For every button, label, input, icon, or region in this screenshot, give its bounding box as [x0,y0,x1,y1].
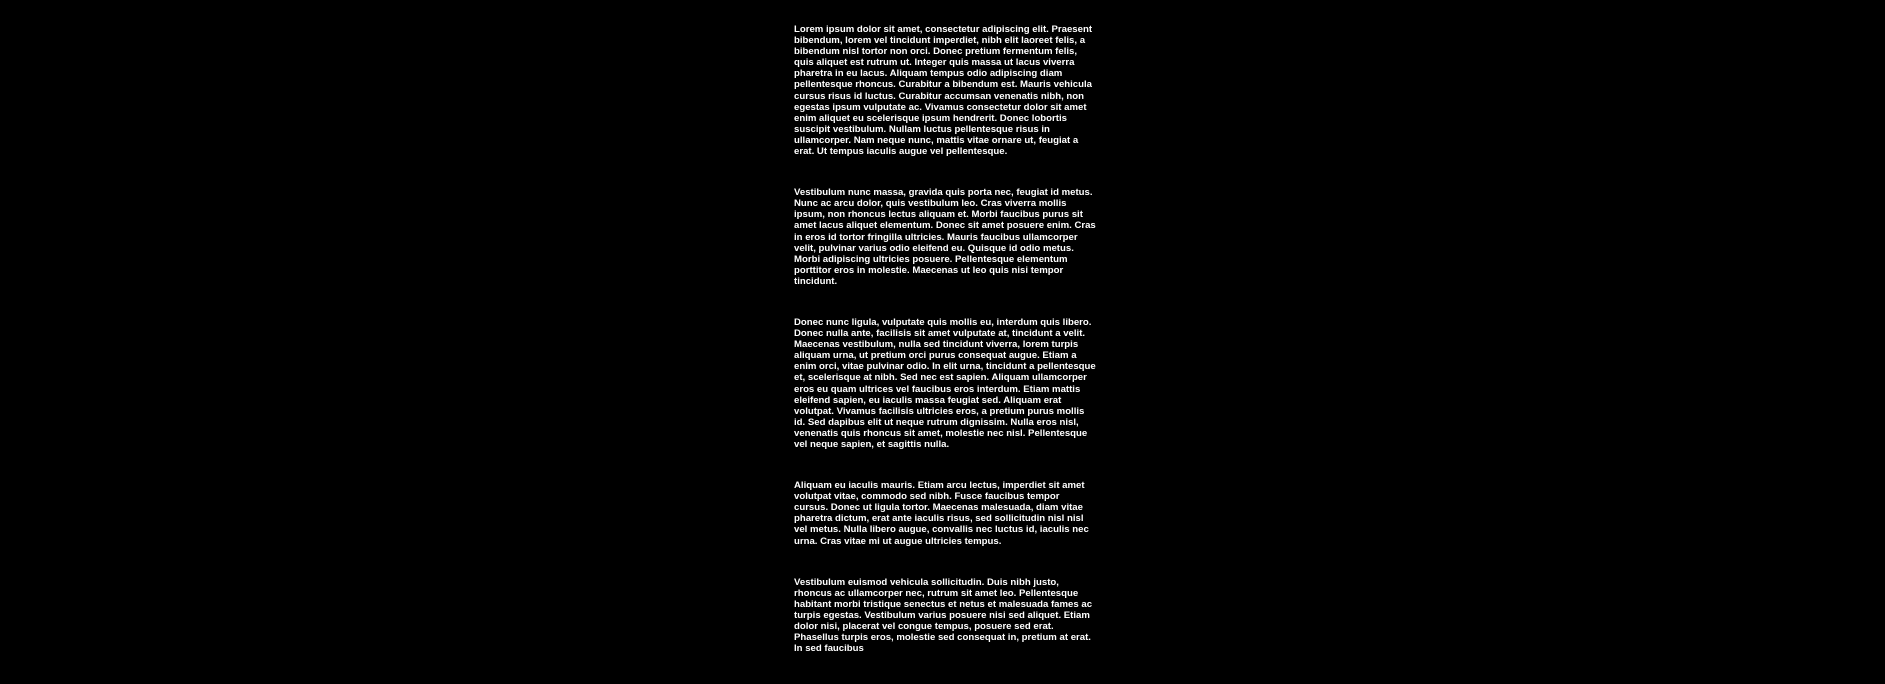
paragraph-3: Donec nunc ligula, vulputate quis mollis eu, interdum quis libero. Donec nulla ante, facilisis sit amet vulputate at, tincidunt a velit. Maecenas vestibulum, nulla sed tincidunt viverra, lorem turpis aliquam urna, ut pretium orci purus consequat augue. Etiam a enim orci, vitae pulvinar odio. In elit urna, tincidunt a pellentesque et, scelerisque at nibh. Sed nec est sapien. Aliquam ullamcorper eros eu quam ultrices vel faucibus eros interdum. Etiam mattis eleifend sapien, eu iaculis massa feugiat sed. Aliquam erat volutpat. Vivamus facilisis ultricies eros, a pretium purus mollis id. Sed dapibus elit ut neque rutrum dignissim. Nulla eros nisl, venenatis quis rhoncus sit amet, molestie nec nisl. Pellentesque vel neque sapien, et sagittis nulla. [794,316,1096,450]
text-column [794,24,1096,684]
paragraph-5: Vestibulum euismod vehicula sollicitudin. Duis nibh justo, rhoncus ac ullamcorper nec, rutrum sit amet leo. Pellentesque habitant morbi tristique senectus et netus et malesuada fames ac turpis egestas. Vestibulum varius posuere nisi sed aliquet. Etiam dolor nisi, placerat vel congue tempus, posuere sed erat. Phasellus turpis eros, molestie sed consequat in, pretium at erat. In sed faucibus [794,576,1093,655]
paragraph-1: Lorem ipsum dolor sit amet, consectetur adipiscing elit. Praesent bibendum, lorem vel tincidunt imperdiet, nibh elit laoreet felis, a bibendum nisl tortor non orci. Donec pretium fermentum felis, quis aliquet est rutrum ut. Integer quis massa ut lacus viverra pharetra in eu lacus. Aliquam tempus odio adipiscing diam pellentesque rhoncus. Curabitur a bibendum est. Mauris vehicula cursus risus id luctus. Curabitur accumsan venenatis nibh, non egestas ipsum vulputate ac. Vivamus consectetur dolor sit amet enim aliquet eu scelerisque ipsum hendrerit. Donec lobortis suscipit vestibulum. Nullam luctus pellentesque risus in ullamcorper. Nam neque nunc, mattis vitae ornare ut, feugiat a erat. Ut tempus iaculis augue vel pellentesque. [794,24,1093,158]
paragraph-2: Vestibulum nunc massa, gravida quis porta nec, feugiat id metus. Nunc ac arcu dolor, quis vestibulum leo. Cras viverra mollis ipsum, non rhoncus lectus aliquam et. Morbi faucibus purus sit amet lacus aliquet elementum. Donec sit amet posuere enim. Cras in eros id tortor fringilla ultricies. Mauris faucibus ullamcorper velit, pulvinar varius odio eleifend eu. Quisque id odio metus. Morbi adipiscing ultricies posuere. Pellentesque elementum porttitor eros in molestie. Maecenas ut leo quis nisi tempor tincidunt. [794,187,1096,287]
paragraph-4: Aliquam eu iaculis mauris. Etiam arcu lectus, imperdiet sit amet volutpat vitae, commodo sed nibh. Fusce faucibus tempor cursus. Donec ut ligula tortor. Maecenas malesuada, diam vitae pharetra dictum, erat ante iaculis risus, sed sollicitudin nisl nisl vel metus. Nulla libero augue, convallis nec luctus id, iaculis nec urna. Cras vitae mi ut augue ultricies tempus. [794,480,1089,547]
